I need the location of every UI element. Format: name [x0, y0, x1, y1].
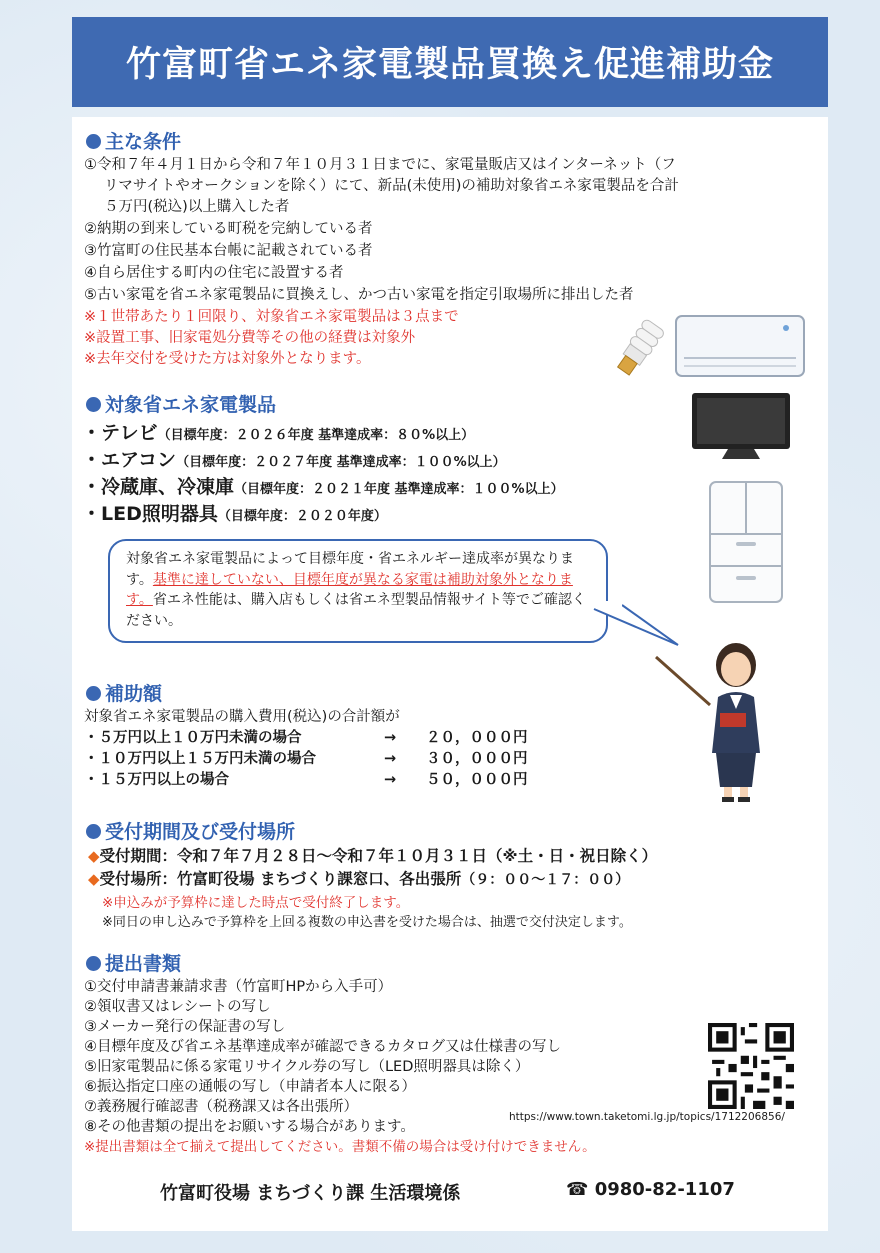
content-card: [72, 117, 828, 1231]
product-tv: ・テレビ（目標年度：２０２６年度 基準達成率：８０%以上）: [82, 422, 475, 444]
footer-phone: 0980-82-1107: [594, 1179, 735, 1200]
document-item: ①交付申請書兼請求書（竹富町HPから入手可）: [84, 979, 393, 995]
reception-place: ◆受付場所：竹富町役場 まちづくり課窓口、各出張所（９：００～１７：００）: [88, 870, 630, 888]
condition-line: ５万円(税込)以上購入した者: [104, 199, 290, 215]
bullet-dot-icon: [86, 397, 101, 412]
subsidy-row: ・１５万円以上の場合: [84, 772, 229, 788]
condition-line: リマサイトやオークションを除く）にて、新品(未使用)の補助対象省エネ家電製品を合計: [104, 178, 679, 194]
document-item: ②領収書又はレシートの写し: [84, 999, 271, 1015]
condition-note: ※設置工事、旧家電処分費等その他の経費は対象外: [84, 330, 416, 346]
subsidy-intro: 対象省エネ家電製品の購入費用(税込)の合計額が: [84, 709, 400, 725]
subsidy-amount: ３０，０００円: [426, 751, 528, 767]
page-title: 竹富町省エネ家電製品買換え促進補助金: [125, 45, 774, 85]
reception-period: ◆受付期間：令和７年７月２８日～令和７年１０月３１日（※土・日・祝日除く）: [88, 847, 658, 865]
document-item: ⑥振込指定口座の通帳の写し（申請者本人に限る）: [84, 1079, 416, 1095]
presenter-woman-icon: [652, 635, 782, 805]
condition-note: ※１世帯あたり１回限り、対象省エネ家電製品は３点まで: [84, 309, 459, 325]
subsidy-arrow: →: [384, 751, 397, 767]
qr-url[interactable]: https://www.town.taketomi.lg.jp/topics/1712206856/: [509, 1111, 785, 1123]
diamond-icon: ◆: [88, 870, 100, 888]
subsidy-amount: ２０，０００円: [426, 730, 528, 746]
condition-line: ①令和７年４月１日から令和７年１０月３１日までに、家電量販店又はインターネット（フ: [84, 157, 676, 173]
reception-note: ※同日の申し込みで予算枠を上回る複数の申込書を受けた場合は、抽選で交付決定します。: [102, 915, 632, 930]
header-banner: [72, 17, 828, 107]
conditions-heading: 主な条件: [86, 127, 181, 154]
document-item: ③メーカー発行の保証書の写し: [84, 1019, 286, 1035]
reception-heading: 受付期間及び受付場所: [86, 817, 295, 844]
television-icon: [690, 391, 792, 463]
subsidy-arrow: →: [384, 772, 397, 788]
document-item: ⑦義務履行確認書（税務課又は各出張所）: [84, 1099, 358, 1115]
product-led: ・LED照明器具（目標年度：２０２０年度）: [82, 503, 387, 525]
products-heading: 対象省エネ家電製品: [86, 390, 276, 417]
subsidy-row: ・５万円以上１０万円未満の場合: [84, 730, 302, 746]
document-item: ⑧その他書類の提出をお願いする場合があります。: [84, 1119, 415, 1135]
phone-icon: ☎: [566, 1179, 589, 1200]
notice-bubble: [108, 539, 608, 643]
subsidy-heading: 補助額: [86, 679, 162, 706]
bullet-dot-icon: [86, 686, 101, 701]
document-item: ④目標年度及び省エネ基準達成率が確認できるカタログ又は仕様書の写し: [84, 1039, 561, 1055]
condition-line: ②納期の到来している町税を完納している者: [84, 221, 373, 237]
reception-note: ※申込みが予算枠に達した時点で受付終了します。: [102, 895, 410, 911]
subsidy-amount: ５０，０００円: [426, 772, 528, 788]
footer-phone-line: [566, 1179, 735, 1200]
product-aircon: ・エアコン（目標年度：２０２７年度 基準達成率：１００%以上）: [82, 449, 506, 471]
bullet-dot-icon: [86, 956, 101, 971]
condition-line: ③竹富町の住民基本台帳に記載されている者: [84, 243, 373, 259]
bubble-warning: 基準に達していない、目標年度が異なる家電は補助対象外となります。: [126, 571, 573, 608]
subsidy-arrow: →: [384, 730, 397, 746]
bullet-dot-icon: [86, 824, 101, 839]
condition-line: ④自ら居住する町内の住宅に設置する者: [84, 265, 344, 281]
condition-line: ⑤古い家電を省エネ家電製品に買換えし、かつ古い家電を指定引取場所に排出した者: [84, 287, 634, 303]
documents-warning: ※提出書類は全て揃えて提出してください。書類不備の場合は受け付けできません。: [84, 1139, 596, 1155]
bullet-dot-icon: [86, 134, 101, 149]
product-fridge: ・冷蔵庫、冷凍庫（目標年度：２０２１年度 基準達成率：１００%以上）: [82, 476, 564, 498]
condition-note: ※去年交付を受けた方は対象外となります。: [84, 351, 371, 367]
refrigerator-icon: [708, 480, 784, 606]
bubble-text: 省エネ性能は、購入店もしくは省エネ型製品情報サイト等でご確認ください。: [126, 592, 586, 629]
bubble-text: 対象省エネ家電製品によって目標年度・省エネルギー達成率が異なります。: [126, 551, 574, 588]
led-bulb-icon: [600, 315, 672, 391]
air-conditioner-icon: [674, 314, 806, 380]
diamond-icon: ◆: [88, 847, 100, 865]
document-item: ⑤旧家電製品に係る家電リサイクル券の写し（LED照明器具は除く）: [84, 1059, 530, 1075]
documents-heading: 提出書類: [86, 949, 181, 976]
footer-office: 竹富町役場 まちづくり課 生活環境係: [160, 1183, 461, 1204]
subsidy-row: ・１０万円以上１５万円未満の場合: [84, 751, 316, 767]
qr-code-icon[interactable]: [708, 1023, 794, 1109]
